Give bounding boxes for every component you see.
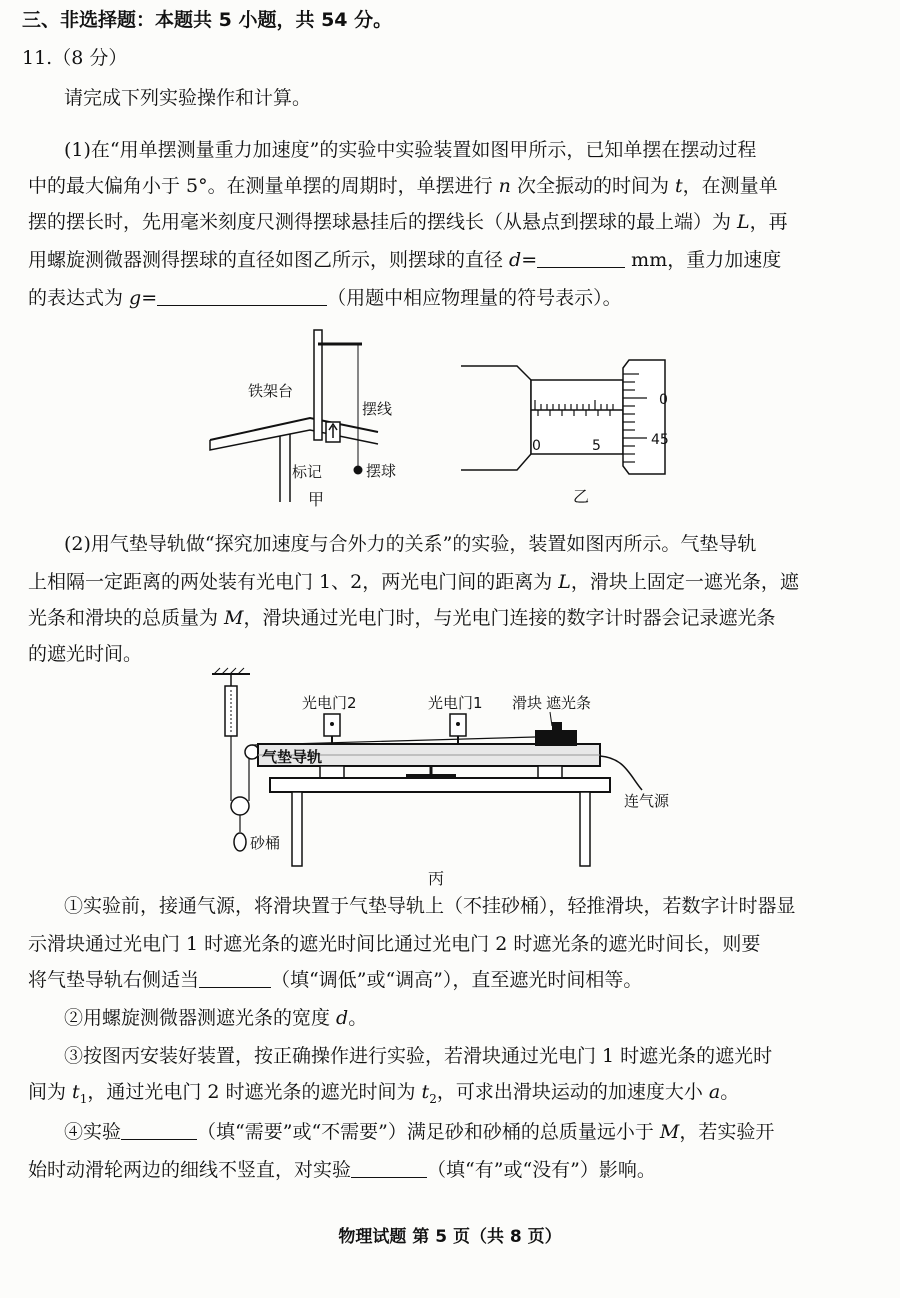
pendulum-ball bbox=[354, 466, 363, 475]
section-heading: 三、非选择题：本题共 5 小题，共 54 分。 bbox=[22, 9, 393, 31]
s4-line1: ④实验 （填“需要”或“不需要”）满足砂和砂桶的总质量远小于 M，若实验开 bbox=[64, 1121, 775, 1143]
table-top bbox=[270, 778, 610, 792]
s3-line2: 间为 $t_1$，通过光电门 2 时遮光条的遮光时间为 $t_2$，可求出滑块运动的加速度大小 a。 bbox=[28, 1081, 740, 1106]
table-top-edge bbox=[210, 418, 378, 440]
p1-line3: 摆的摆长时，先用毫米刻度尺测得摆球悬挂后的摆线长（从悬点到摆球的最上端）为 L，再 bbox=[28, 211, 788, 233]
s4-line2: 始时动滑轮两边的细线不竖直，对实验 （填“有”或“没有”）影响。 bbox=[28, 1159, 656, 1181]
thimble-label-45: 45 bbox=[651, 432, 669, 448]
sand-bucket bbox=[234, 833, 246, 851]
fixed-pulley bbox=[245, 745, 259, 759]
label-bucket: 砂桶 bbox=[250, 834, 281, 852]
p2-line2: 上相隔一定距离的两处装有光电门 1、2，两光电门间的距离为 L，滑块上固定一遮光条，遮 bbox=[28, 571, 799, 593]
label-slider: 滑块 bbox=[512, 694, 543, 712]
label-air-track: 气垫导轨 bbox=[262, 748, 323, 766]
movable-pulley bbox=[231, 797, 249, 815]
label-mark: 标记 bbox=[292, 463, 323, 481]
p1-line5: 的表达式为 g= （用题中相应物理量的符号表示）。 bbox=[28, 287, 622, 309]
sleeve-label-5: 5 bbox=[592, 438, 601, 454]
label-string: 摆线 bbox=[362, 400, 393, 418]
s1-line3: 将气垫导轨右侧适当 （填“调低”或“调高”），直至遮光时间相等。 bbox=[28, 969, 643, 991]
label-ball: 摆球 bbox=[366, 462, 397, 480]
s1-line2: 示滑块通过光电门 1 时遮光条的遮光时间比通过光电门 2 时遮光条的遮光时间长，则要 bbox=[28, 933, 761, 955]
support-right bbox=[538, 766, 562, 778]
p1-line2: 中的最大偏角小于 5°。在测量单摆的周期时，单摆进行 n 次全振动的时间为 t，在测量单 bbox=[28, 175, 778, 197]
support-left bbox=[320, 766, 344, 778]
figure-yi-micrometer bbox=[455, 354, 695, 510]
label-gate2: 光电门2 bbox=[302, 694, 357, 712]
question-intro: 请完成下列实验操作和计算。 bbox=[64, 87, 312, 109]
caption-bing: 丙 bbox=[428, 869, 445, 888]
s2-line: ②用螺旋测微器测遮光条的宽度 d。 bbox=[64, 1007, 368, 1029]
sleeve bbox=[531, 380, 623, 454]
photogate-2-dot bbox=[330, 722, 334, 726]
answer-blank-need[interactable] bbox=[121, 1121, 197, 1140]
answer-blank-effect[interactable] bbox=[351, 1159, 427, 1178]
page-footer: 物理试题 第 5 页（共 8 页） bbox=[338, 1227, 562, 1247]
label-iron-stand: 铁架台 bbox=[248, 382, 294, 400]
caption-yi: 乙 bbox=[573, 487, 590, 506]
thimble bbox=[623, 360, 665, 474]
answer-blank-diameter[interactable] bbox=[537, 249, 625, 268]
answer-blank-g[interactable] bbox=[157, 287, 327, 306]
table-front bbox=[210, 430, 378, 450]
slider-block bbox=[535, 730, 577, 746]
figure-jia-pendulum bbox=[200, 322, 397, 512]
s3-line1: ③按图丙安装好装置，按正确操作进行实验，若滑块通过光电门 1 时遮光条的遮光时 bbox=[64, 1045, 773, 1067]
p1-line1: (1)在“用单摆测量重力加速度”的实验中实验装置如图甲所示，已知单摆在摆动过程 bbox=[64, 139, 757, 161]
stand-rod bbox=[314, 330, 322, 440]
shading-strip bbox=[552, 722, 562, 732]
p1-line4: 用螺旋测微器测得摆球的直径如图乙所示，则摆球的直径 d= mm，重力加速度 bbox=[28, 249, 782, 271]
label-gate1: 光电门1 bbox=[428, 694, 483, 712]
s1-line1: ①实验前，接通气源，将滑块置于气垫导轨上（不挂砂桶），轻推滑块，若数字计时器显 bbox=[64, 895, 796, 917]
photogate-1-dot bbox=[456, 722, 460, 726]
figure-bing-air-track bbox=[200, 666, 710, 888]
thimble-label-0: 0 bbox=[659, 392, 668, 408]
p2-line3: 光条和滑块的总质量为 M，滑块通过光电门时，与光电门连接的数字计时器会记录遮光条 bbox=[28, 607, 776, 629]
frame bbox=[461, 366, 531, 470]
pointer-slider bbox=[550, 712, 552, 726]
sleeve-label-0: 0 bbox=[532, 438, 541, 454]
label-strip: 遮光条 bbox=[546, 694, 592, 712]
label-air-source: 连气源 bbox=[624, 792, 670, 810]
caption-jia: 甲 bbox=[308, 490, 325, 509]
p2-line4: 的遮光时间。 bbox=[28, 643, 143, 665]
answer-blank-adjust[interactable] bbox=[199, 969, 271, 988]
table-leg-left bbox=[292, 792, 302, 866]
table-leg-right bbox=[580, 792, 590, 866]
p2-line1: (2)用气垫导轨做“探究加速度与合外力的关系”的实验，装置如图丙所示。气垫导轨 bbox=[64, 533, 757, 555]
question-number: 11.（8 分） bbox=[22, 47, 128, 69]
